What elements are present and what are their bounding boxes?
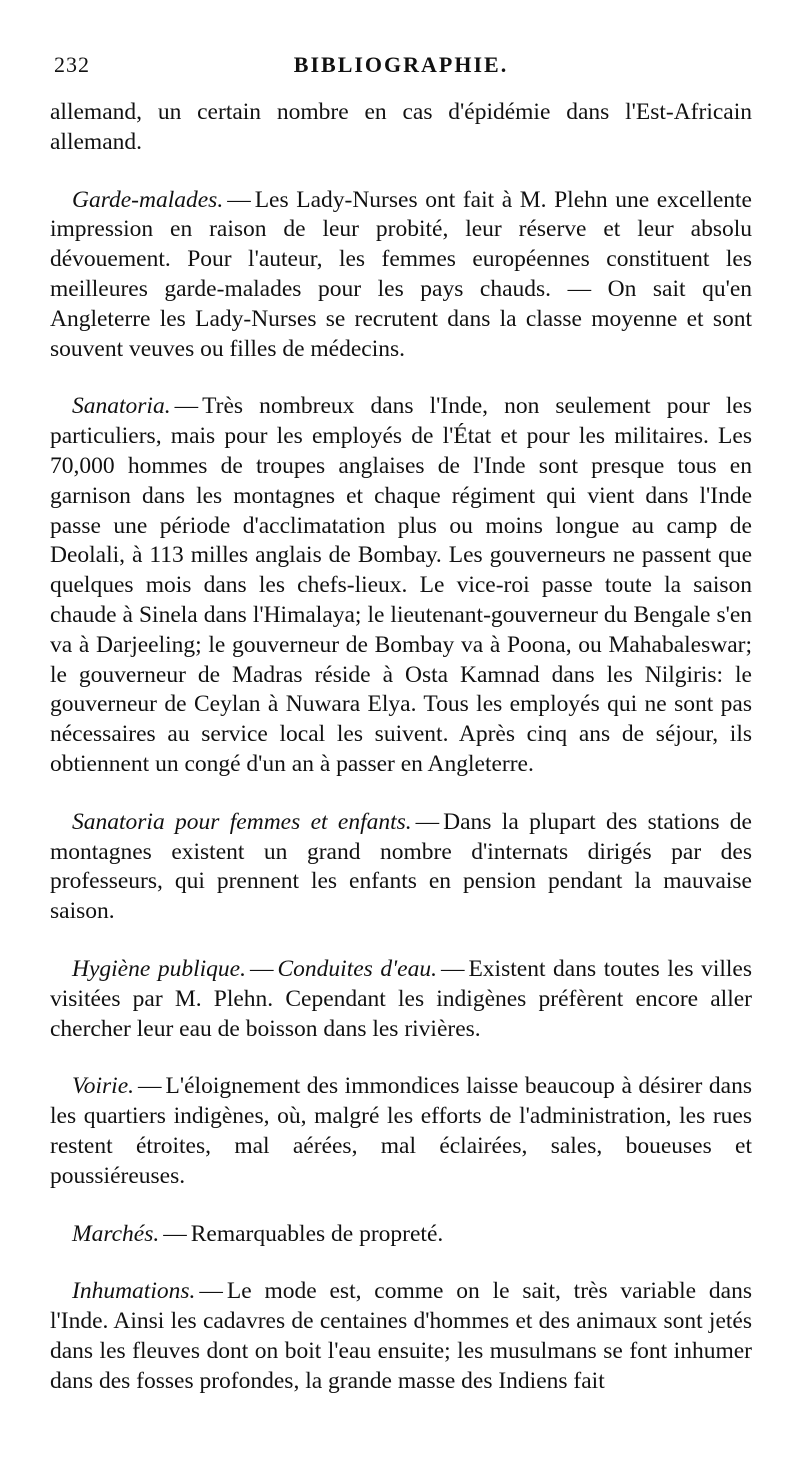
page-number: 232 [54,52,90,77]
paragraph-garde-malades [50,186,752,365]
book-page [50,52,752,1424]
paragraph-text: Dans la plupart des stations de montagnes existent un grand nombre d'internats dirigés par des professeurs, qui prennent les enfants en pension pendant la mauvaise saison. [50,808,752,925]
em-dash: — [440,955,465,982]
em-dash: — [249,955,274,982]
section-heading: Marchés. [72,1220,160,1247]
em-dash: — [138,1073,162,1100]
section-heading: Sanatoria pour femmes et enfants. [72,808,412,835]
section-heading: Sanatoria. [72,393,171,420]
paragraph-sanatoria-femmes-enfants [50,808,752,927]
section-heading: Hygiène publique. [72,955,246,982]
paragraph-hygiene-publique [50,955,752,1044]
paragraph-sanatoria [50,392,752,779]
paragraph-text: Existent dans toutes les villes visitées par M. Plehn. Cependant les indigènes préfèrent encore aller chercher leur eau de boisson dans les rivières. [50,955,752,1042]
paragraph-marches [50,1220,752,1250]
paragraph-inhumations [50,1277,752,1396]
paragraph-voirie [50,1072,752,1191]
running-title: BIBLIOGRAPHIE. [293,52,509,77]
subsection-heading: Conduites d'eau. [277,955,437,982]
paragraph-text: Remarquables de propreté. [190,1220,444,1247]
em-dash: — [415,808,440,835]
paragraph-text: allemand, un certain nombre en cas d'épidémie dans l'Est-Africain allemand. [50,99,752,155]
em-dash: — [199,1278,223,1305]
paragraph-text: Très nombreux dans l'Inde, non seulement pour les particuliers, mais pour les employés de l'État et pour les militaires. Les 70,000 hommes de troupes anglaises de l'Inde sont presque tous en garnison dans les montagnes et chaque régiment qui vient dans l'Inde passe une période d'acclimatation plus ou moins longue au camp de Deolali, à 113 milles anglais de Bombay. Les gouverneurs ne passent que quelques mois dans les chefs-lieux. Le vice-roi passe toute la saison chaude à Sinela dans l'Himalaya; le lieutenant-gouverneur du Bengale s'en va à Darjeeling; le gouverneur de Bombay va à Poona, ou Mahabaleswar; le gouverneur de Madras réside à Osta Kamnad dans les Nilgiris: le gouverneur de Ceylan à Nuwara Elya. Tous les employés qui ne sont pas nécessaires au service local les suivent. Après cinq ans de séjour, ils obtiennent un congé d'un an à passer en Angleterre. [50,393,752,777]
section-heading: Garde-malades. [72,186,224,213]
em-dash: — [227,186,251,213]
paragraph-text: Les Lady-Nurses ont fait à M. Plehn une excellente impression en raison de leur probité, leur réserve et leur absolu dévouement. Pour l'auteur, les femmes européennes constituent les meilleures garde-malades pour les pays chauds. — On sait qu'en Angleterre les Lady-Nurses se recrutent dans la classe moyenne et sont souvent veuves ou filles de médecins. [50,186,752,362]
paragraph-text: L'éloignement des immondices laisse beaucoup à désirer dans les quartiers indigènes, où, malgré les efforts de l'administration, les rues restent étroites, mal aérées, mal éclairées, sales, boueuses et poussiéreuses. [50,1073,752,1189]
em-dash: — [163,1220,187,1247]
em-dash: — [174,393,199,420]
section-heading: Voirie. [72,1073,135,1100]
body-text [50,98,752,1396]
paragraph-text: Le mode est, comme on le sait, très variable dans l'Inde. Ainsi les cadavres de centaines d'hommes et des animaux sont jetés dans les fleuves dont on boit l'eau ensuite; les musulmans se font inhumer dans des fosses profondes, la grande masse des Indiens fait [50,1278,752,1394]
page-header [50,52,752,86]
section-heading: Inhumations. [72,1278,196,1305]
paragraph-continuation [50,98,752,158]
